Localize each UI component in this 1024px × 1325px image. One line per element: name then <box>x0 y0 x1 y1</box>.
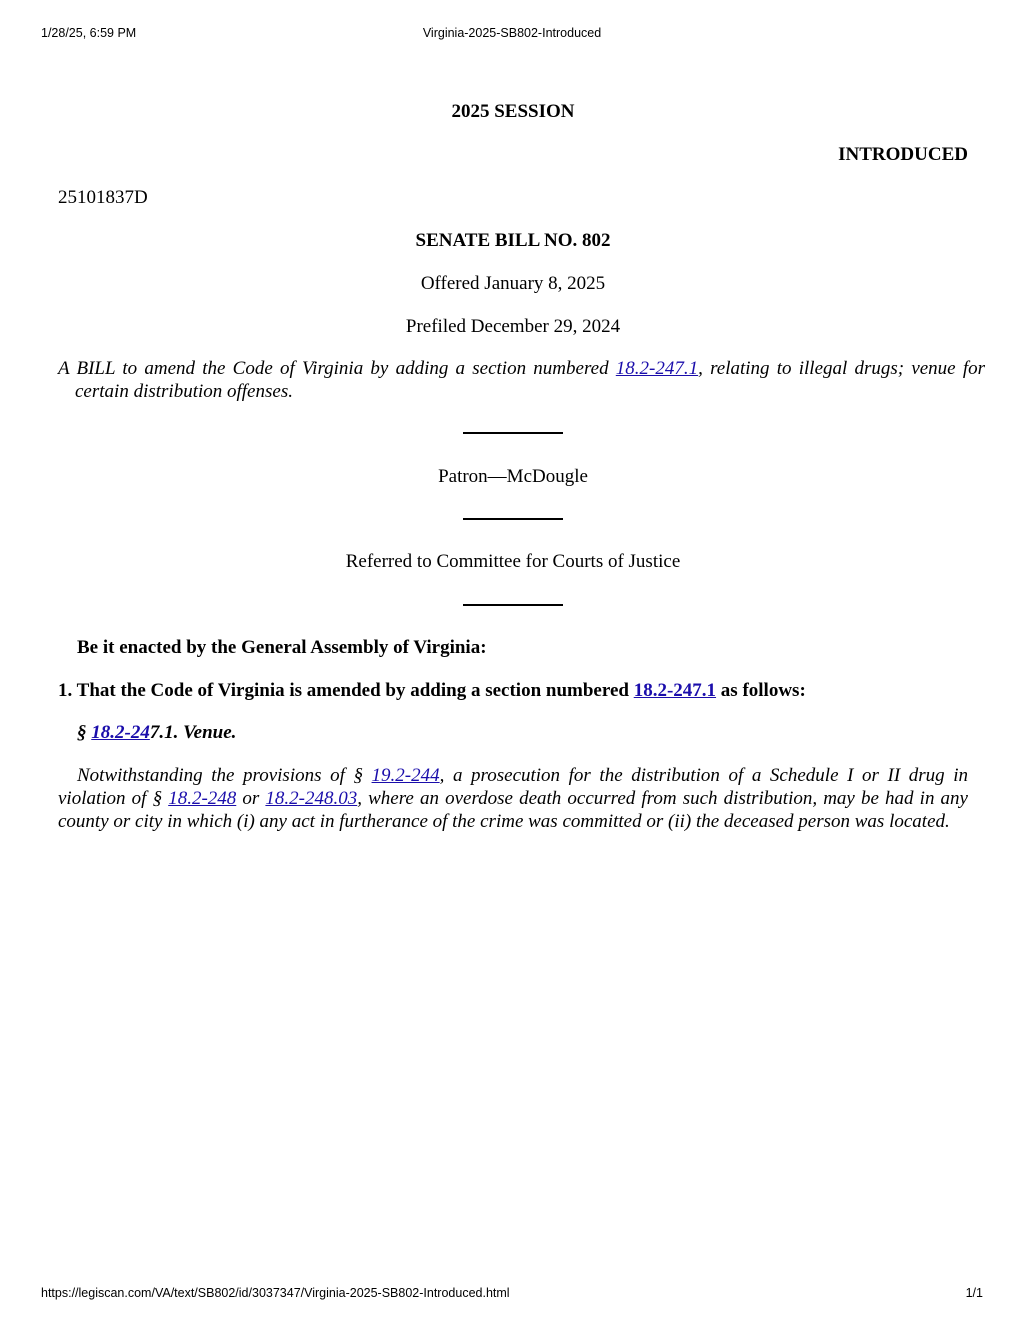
prefiled-date: Prefiled December 29, 2024 <box>405 316 621 337</box>
print-page-number: 1/1 <box>965 1286 983 1300</box>
section-1-clause <box>58 679 968 702</box>
browser-print-header <box>41 26 983 42</box>
section-body <box>58 764 968 833</box>
section-heading-link[interactable]: 18.2-24 <box>91 722 150 743</box>
enacting-clause: Be it enacted by the General Assembly of Virginia: <box>77 637 487 658</box>
offered-date: Offered January 8, 2025 <box>420 273 606 294</box>
bill-summary <box>58 357 985 403</box>
separator-rule-3 <box>463 604 563 606</box>
bill-title: SENATE BILL NO. 802 <box>415 230 611 251</box>
body-text-4: , where an overdose death occurred from such distribution, may be had in any county or city in which (i) any act in furtherance of the crime was committed or (ii) the deceased person was located. <box>58 788 968 832</box>
separator-rule-1 <box>463 432 563 434</box>
body-link-18-2-248-03[interactable]: 18.2-248.03 <box>265 788 358 809</box>
separator-rule-2 <box>463 518 563 520</box>
committee-referral: Referred to Committee for Courts of Justice <box>345 551 681 572</box>
status-heading: INTRODUCED <box>838 144 968 165</box>
patron: Patron—McDougle <box>438 466 588 487</box>
body-text-3: or <box>236 788 266 809</box>
body-link-18-2-248[interactable]: 18.2-248 <box>168 788 237 809</box>
section-1-text-post: as follows: <box>716 680 806 701</box>
summary-text-post: , relating to illegal drugs; venue for certain distribution offenses. <box>75 358 985 402</box>
print-url: https://legiscan.com/VA/text/SB802/id/3037347/Virginia-2025-SB802-Introduced.html <box>41 1286 510 1300</box>
summary-text-pre: A BILL to amend the Code of Virginia by adding a section numbered <box>58 358 616 379</box>
document-id: 25101837D <box>58 187 148 208</box>
section-heading <box>58 721 968 744</box>
section-1-text-pre: 1. That the Code of Virginia is amended by adding a section numbered <box>58 680 634 701</box>
session-heading: 2025 SESSION <box>451 101 575 122</box>
body-link-19-2-244[interactable]: 19.2-244 <box>371 765 440 786</box>
section-symbol: § <box>77 722 92 743</box>
browser-print-footer <box>41 1286 983 1302</box>
print-datetime: 1/28/25, 6:59 PM <box>41 26 137 40</box>
section-1-link[interactable]: 18.2-247.1 <box>633 680 717 701</box>
body-text-1: Notwithstanding the provisions of § <box>77 765 372 786</box>
body-text-2: , a prosecution for the distribution of a Schedule I or II drug in violation of § <box>58 765 969 809</box>
summary-section-link[interactable]: 18.2-247.1 <box>615 358 699 379</box>
print-page-title: Virginia-2025-SB802-Introduced <box>422 26 602 40</box>
section-heading-rest: 7.1. Venue. <box>149 722 237 743</box>
